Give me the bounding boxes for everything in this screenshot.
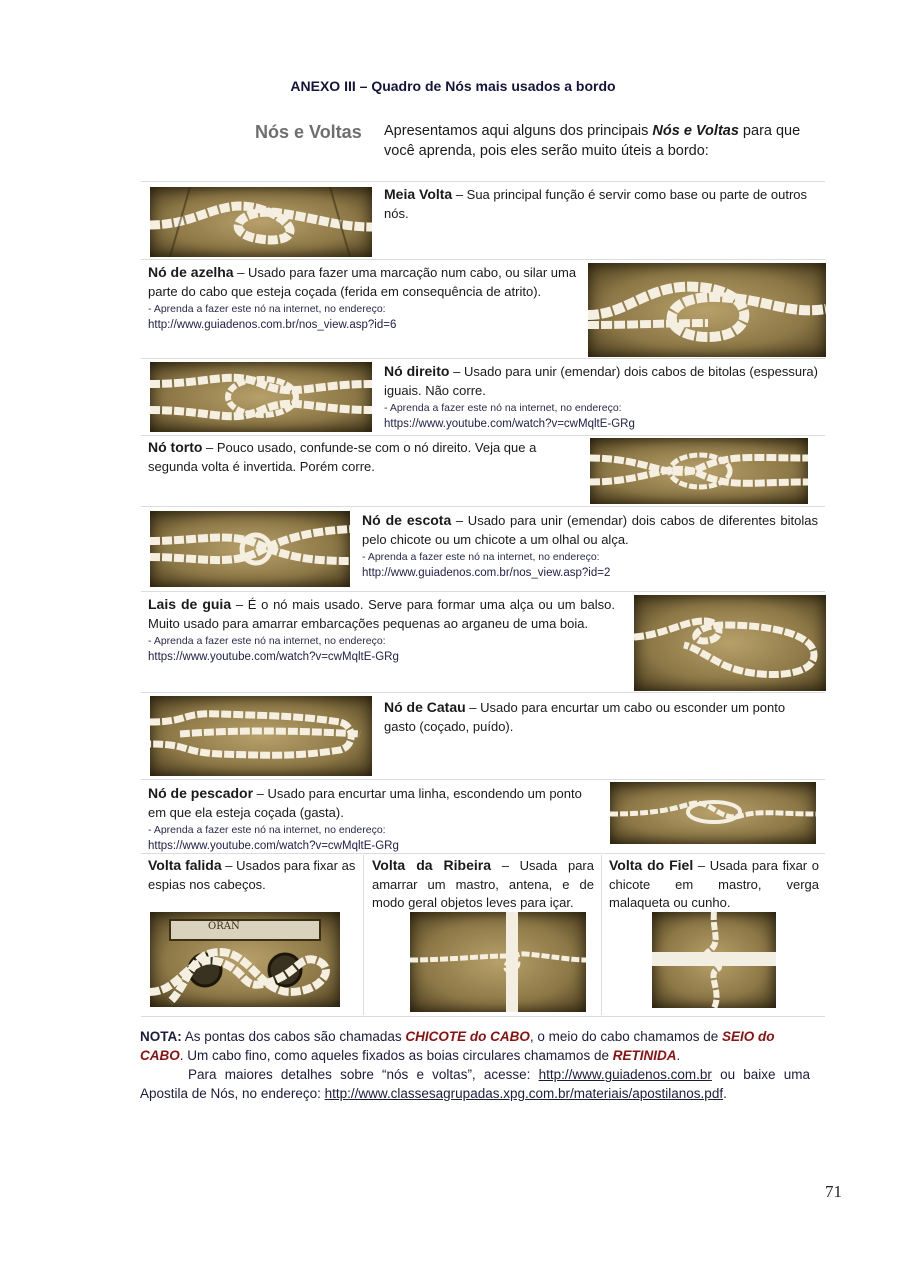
torto-text — [148, 438, 578, 476]
knot-name: Lais de guia — [148, 596, 232, 612]
pescador-link[interactable]: https://www.youtube.com/watch?v=cwMqltE-GRg — [148, 840, 399, 852]
ribeira-text — [372, 856, 594, 913]
learn-label: - Aprenda a fazer este nó na internet, no endereço: — [148, 824, 386, 836]
guiadenos-link[interactable]: http://www.guiadenos.com.br — [538, 1067, 712, 1082]
learn-label: - Aprenda a fazer este nó na internet, no endereço: — [362, 551, 600, 563]
divider — [141, 506, 825, 507]
meia-volta-text — [384, 185, 818, 223]
section-heading: Nós e Voltas — [255, 122, 362, 142]
azelha-link[interactable]: http://www.guiadenos.com.br/nos_view.asp?id=6 — [148, 319, 397, 331]
escota-photo — [150, 511, 350, 587]
direito-text — [384, 362, 818, 433]
divider — [141, 181, 825, 182]
nota-text: ou baixe uma Apostila de Nós, no endereço: — [140, 1067, 811, 1101]
apostila-link[interactable]: http://www.classesagrupadas.xpg.com.br/materiais/apostilanos.pdf — [324, 1086, 724, 1101]
nota-label: NOTA: — [140, 1029, 182, 1044]
intro-pre: Apresentamos aqui alguns dos principais — [384, 123, 653, 139]
knot-name: Nó de escota — [362, 512, 452, 528]
nota-text: . — [723, 1086, 727, 1101]
catau-photo — [150, 696, 372, 776]
nota-links-paragraph — [140, 1065, 810, 1103]
intro-text — [384, 121, 822, 161]
divider — [141, 779, 825, 780]
nota-text: , o meio do cabo chamamos de — [529, 1029, 722, 1044]
meia-volta-photo — [150, 187, 372, 257]
knot-desc: – Usado para fazer uma marcação num cabo, ou silar uma parte do cabo que esteja coçada (ferida em consequência de atrito). — [148, 265, 577, 299]
knot-name: Nó torto — [148, 439, 203, 455]
azelha-text — [148, 263, 580, 334]
divider — [363, 855, 364, 1015]
direito-photo — [150, 362, 372, 432]
term-chicote: CHICOTE do CABO — [405, 1029, 530, 1044]
knot-name: Nó de Catau — [384, 699, 466, 715]
knot-name: Nó direito — [384, 363, 450, 379]
bollard-plaque-text: ORAN — [208, 921, 240, 932]
escota-link[interactable]: http://www.guiadenos.com.br/nos_view.asp?id=2 — [362, 567, 611, 579]
catau-text — [384, 698, 820, 736]
lais-photo — [634, 595, 826, 691]
knot-name: Nó de pescador — [148, 785, 254, 801]
divider — [141, 591, 825, 592]
learn-label: - Aprenda a fazer este nó na internet, no endereço: — [384, 402, 622, 414]
term-seio: SEIO do CABO — [140, 1029, 775, 1063]
knot-desc: – Usado para unir (emendar) dois cabos de bitolas (espessura) iguais. Não corre. — [384, 364, 818, 398]
knot-desc: – Pouco usado, confunde-se com o nó direito. Veja que a segunda volta é invertida. Porém corre. — [148, 440, 537, 474]
knot-desc: – Usado para unir (emendar) dois cabos de diferentes bitolas pelo chicote ou um chicote a um olhal ou alça. — [362, 513, 819, 547]
nota-text: Para maiores detalhes sobre “nós e voltas”, acesse: — [188, 1067, 539, 1082]
learn-label: - Aprenda a fazer este nó na internet, no endereço: — [148, 303, 386, 315]
nota-text: As pontas dos cabos são chamadas — [181, 1029, 406, 1044]
knot-desc: – Usada para amarrar um mastro, antena, e de modo geral objetos leves para içar. — [372, 858, 594, 910]
divider — [141, 358, 825, 359]
lais-link[interactable]: https://www.youtube.com/watch?v=cwMqltE-GRg — [148, 651, 399, 663]
azelha-photo — [588, 263, 826, 357]
divider — [141, 259, 825, 260]
knot-desc: – Usado para encurtar um cabo ou esconder um ponto gasto (coçado, puído). — [384, 700, 786, 734]
intro-emph: Nós e Voltas — [652, 123, 739, 139]
divider — [141, 435, 825, 436]
knot-desc: – Usados para fixar as espias nos cabeços. — [148, 858, 356, 892]
divider — [141, 1016, 825, 1017]
knot-name: Meia Volta — [384, 186, 453, 202]
term-retinida: RETINIDA — [612, 1048, 677, 1063]
falida-photo — [150, 912, 340, 1007]
page-number: 71 — [825, 1182, 842, 1201]
escota-text — [362, 511, 818, 582]
knot-name: Nó de azelha — [148, 264, 234, 280]
pescador-photo — [610, 782, 816, 844]
pescador-text — [148, 784, 596, 855]
knot-name: Volta da Ribeira — [372, 857, 491, 873]
knot-desc: – Usada para fixar o chicote em mastro, verga malaqueta ou cunho. — [609, 858, 819, 910]
nota-text: . Um cabo fino, como aqueles fixados as boias circulares chamamos de — [179, 1048, 613, 1063]
knot-name: Volta do Fiel — [609, 857, 694, 873]
page-title: ANEXO III – Quadro de Nós mais usados a bordo — [290, 78, 616, 94]
nota-text: . — [676, 1048, 681, 1063]
knot-desc: – Usado para encurtar uma linha, escondendo um ponto em que ela esteja coçada (gasta). — [148, 786, 582, 820]
knot-name: Volta falida — [148, 857, 222, 873]
divider — [141, 692, 825, 693]
nota-block — [140, 1027, 810, 1103]
learn-label: - Aprenda a fazer este nó na internet, no endereço: — [148, 635, 386, 647]
intro-post: para que você aprenda, pois eles serão muito úteis a bordo: — [384, 123, 801, 159]
lais-text — [148, 595, 615, 666]
divider — [601, 855, 602, 1015]
torto-photo — [590, 438, 808, 504]
direito-link[interactable]: https://www.youtube.com/watch?v=cwMqltE-GRg — [384, 418, 635, 430]
fiel-photo — [652, 912, 776, 1008]
knot-desc: – Sua principal função é servir como base ou parte de outros nós. — [384, 187, 808, 221]
fiel-text — [609, 856, 819, 913]
knot-desc: – É o nó mais usado. Serve para formar uma alça ou um balso. Muito usado para amarrar embarcações pequenas ao arganeu de uma boia. — [148, 597, 615, 631]
ribeira-photo — [410, 912, 586, 1012]
nota-paragraph — [140, 1027, 810, 1065]
falida-text — [148, 856, 356, 894]
